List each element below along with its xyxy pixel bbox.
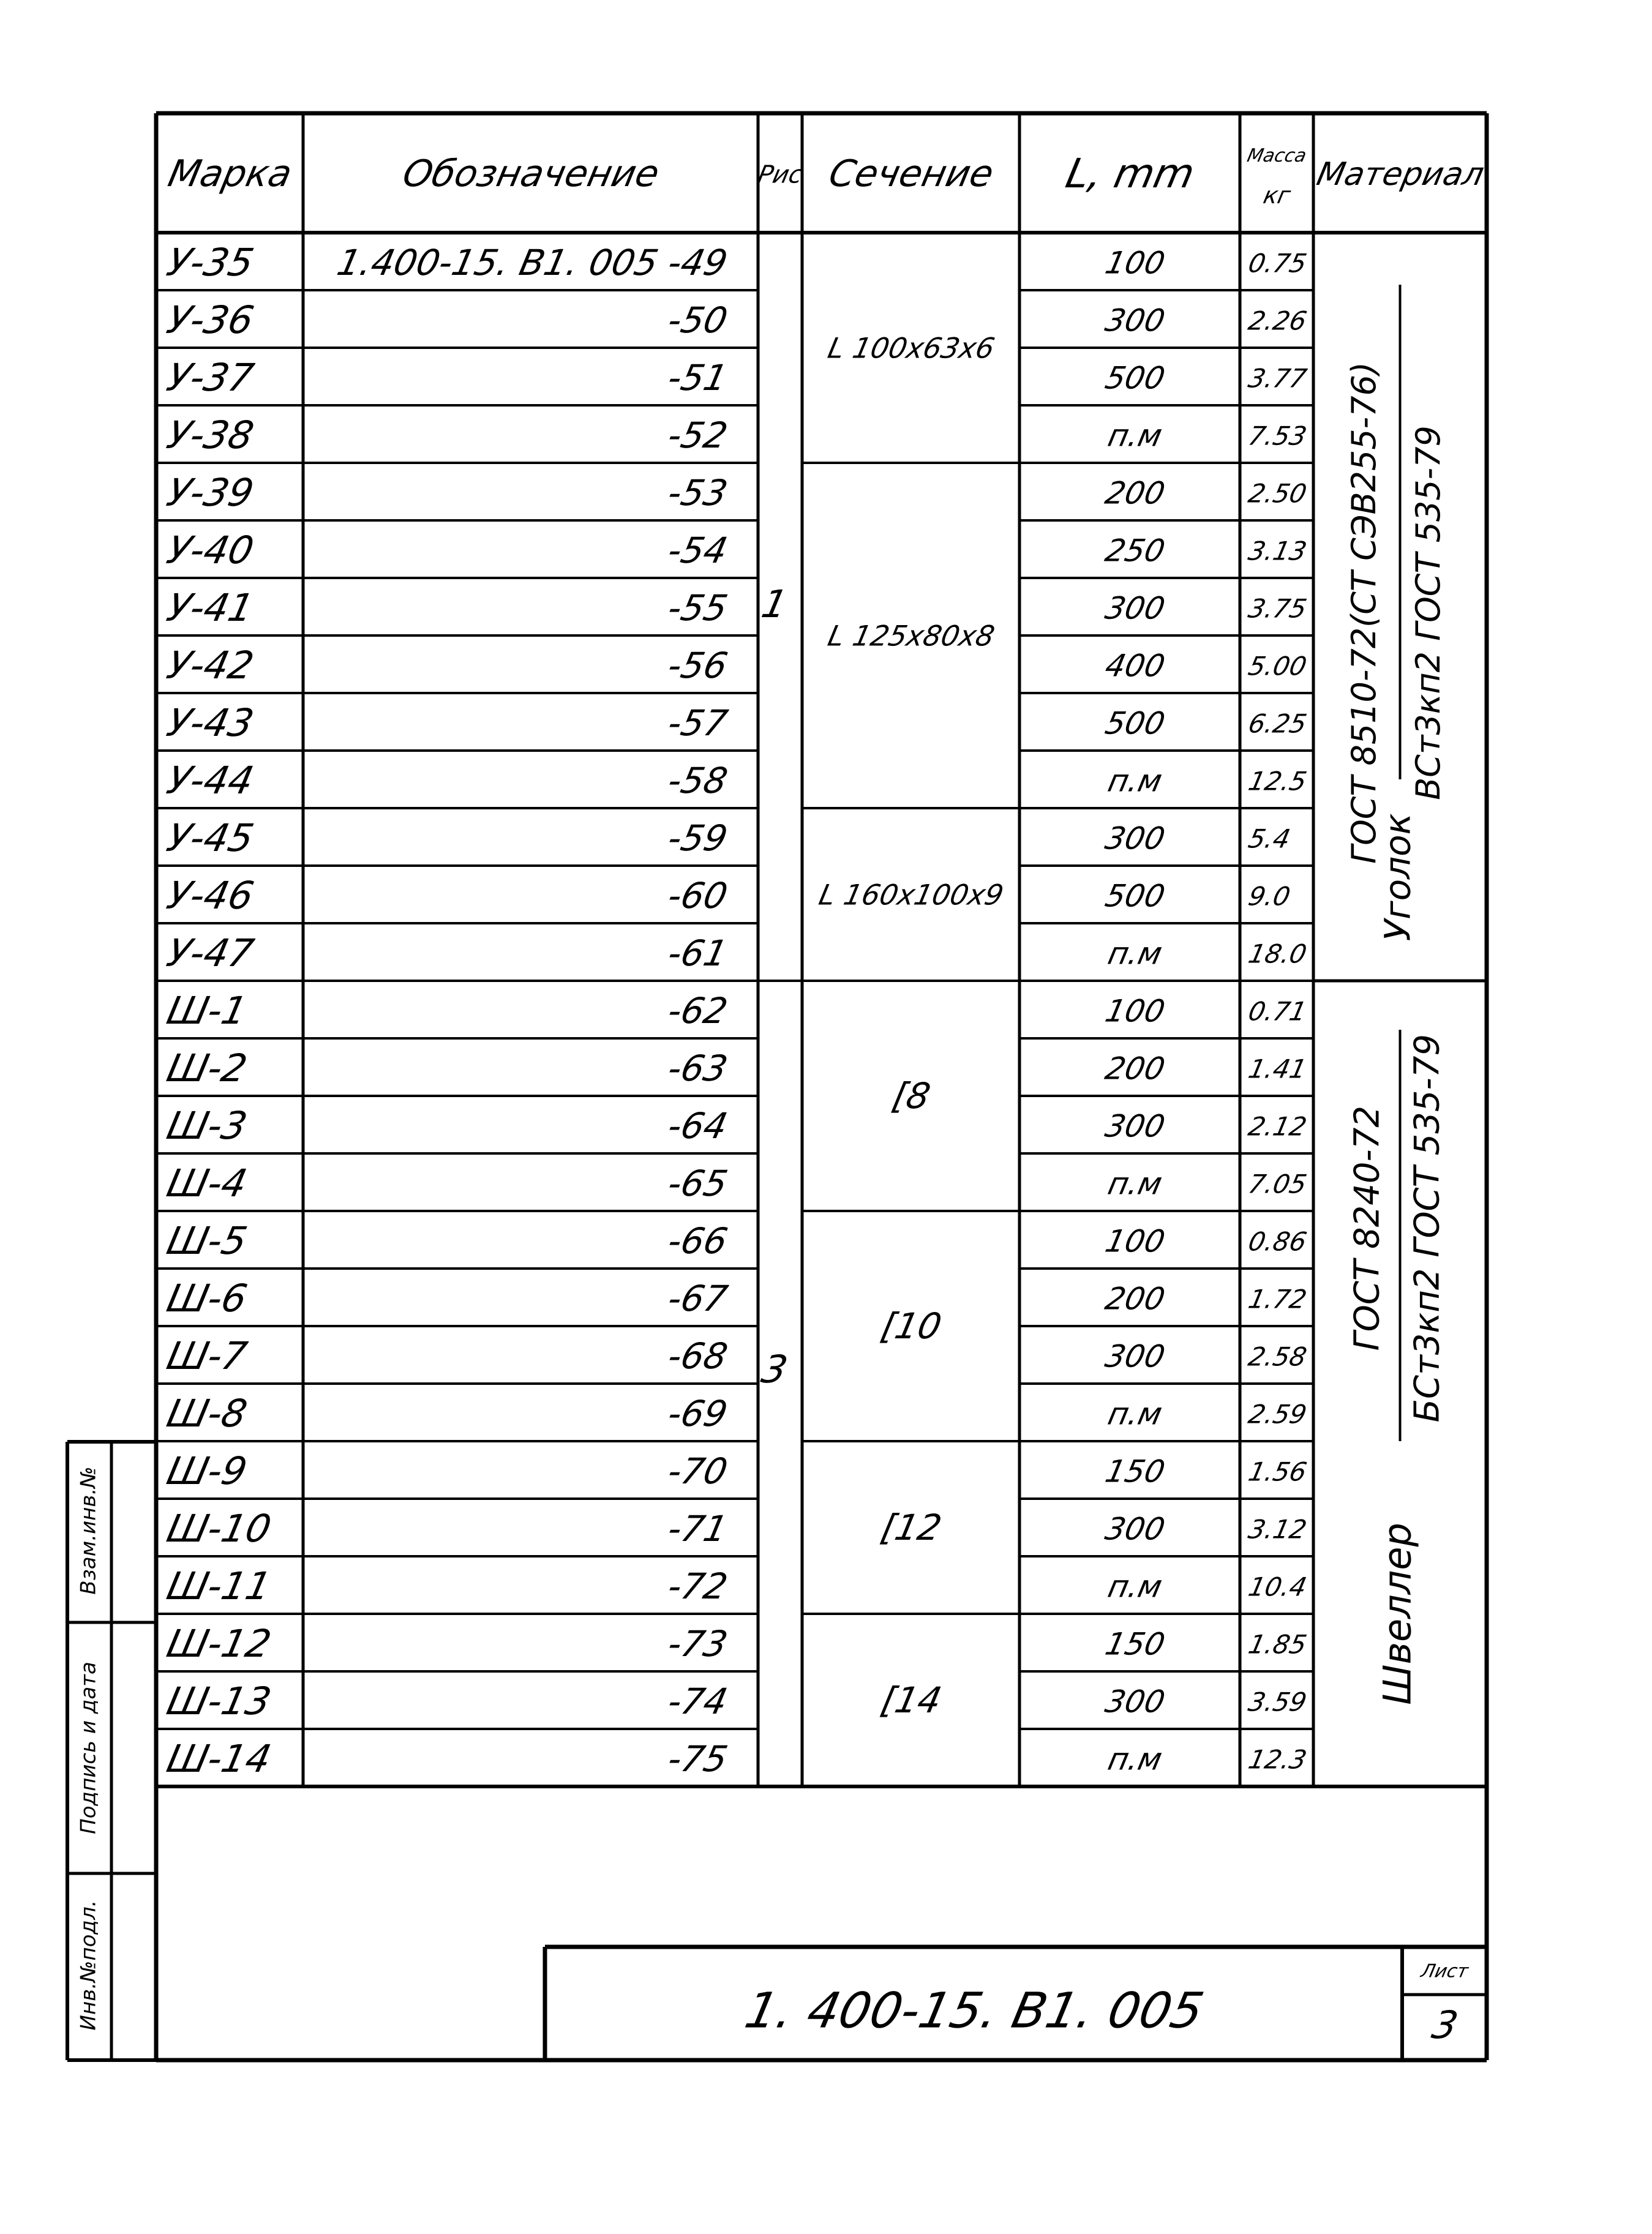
figure-number: 3 <box>757 1347 792 1392</box>
row-mass: 5.4 <box>1245 824 1293 855</box>
row-designation: -74 <box>664 1681 731 1722</box>
row-mass: 7.53 <box>1245 421 1310 452</box>
row-mark: У-35 <box>163 240 258 285</box>
row-designation: -52 <box>664 414 731 456</box>
material-standard: ГОСТ 8240-72 <box>1347 1106 1387 1351</box>
row-length: 100 <box>1102 1223 1168 1259</box>
row-mark: У-38 <box>163 413 258 457</box>
row-length: 300 <box>1102 1338 1168 1374</box>
row-mass: 7.05 <box>1245 1169 1310 1200</box>
row-designation: -61 <box>664 932 731 974</box>
material-name: Уголок <box>1376 813 1419 942</box>
row-designation: -69 <box>664 1393 731 1434</box>
row-designation: -62 <box>664 990 731 1032</box>
row-designation: -56 <box>664 645 731 686</box>
row-mass: 2.50 <box>1245 479 1310 509</box>
row-mass: 0.86 <box>1245 1227 1310 1258</box>
section-label: L 160х100х9 <box>816 878 1007 912</box>
figure-number: 1 <box>757 582 792 626</box>
row-length: 250 <box>1102 532 1168 569</box>
row-mass: 2.58 <box>1245 1342 1310 1373</box>
sheet-label: Лист <box>1419 1960 1470 1982</box>
row-designation: -67 <box>664 1278 731 1319</box>
row-mass: 6.25 <box>1245 709 1310 740</box>
header-designation: Обозначение <box>399 152 663 195</box>
header-material: Материал <box>1313 156 1487 193</box>
row-length: п.м <box>1105 935 1166 972</box>
section-label: [10 <box>877 1305 945 1347</box>
row-designation: -71 <box>664 1508 731 1550</box>
row-mark: Ш-6 <box>163 1276 251 1321</box>
row-mark: У-40 <box>163 528 258 572</box>
row-designation: -73 <box>664 1623 731 1665</box>
row-mass: 0.75 <box>1245 249 1310 279</box>
row-mass: 2.26 <box>1245 306 1310 337</box>
row-length: 100 <box>1102 992 1168 1029</box>
material-grade: ВСт3кп2 ГОСТ 535-79 <box>1409 425 1448 800</box>
row-designation: -53 <box>664 472 731 514</box>
row-mass: 1.85 <box>1245 1630 1310 1660</box>
row-length: п.м <box>1105 1395 1166 1432</box>
row-designation: -57 <box>664 702 731 744</box>
row-mass: 10.4 <box>1245 1572 1310 1603</box>
header-mass: Масса <box>1245 145 1308 167</box>
sheet-number: 3 <box>1428 2003 1462 2047</box>
header-mark: Марка <box>164 152 296 195</box>
row-designation: -75 <box>664 1738 731 1780</box>
section-label: [8 <box>888 1075 934 1117</box>
row-mark: Ш-11 <box>163 1564 276 1608</box>
header-section: Сечение <box>825 152 997 195</box>
row-mark: У-39 <box>163 470 258 515</box>
row-length: п.м <box>1105 762 1166 799</box>
row-mass: 1.72 <box>1245 1284 1310 1315</box>
row-length: п.м <box>1105 417 1166 454</box>
row-length: 200 <box>1102 1280 1168 1317</box>
row-length: 300 <box>1102 1108 1168 1144</box>
row-length: 400 <box>1102 647 1168 684</box>
row-mass: 3.75 <box>1245 594 1310 624</box>
row-designation: -58 <box>664 760 731 801</box>
material-standard: ГОСТ 8510-72(СТ СЭВ255-76) <box>1345 362 1384 864</box>
row-mass: 9.0 <box>1245 882 1293 912</box>
row-mass: 2.59 <box>1245 1400 1310 1430</box>
row-designation: -72 <box>664 1565 731 1607</box>
row-length: 300 <box>1102 302 1168 339</box>
row-mass: 1.41 <box>1245 1054 1310 1085</box>
row-designation: -50 <box>664 299 731 341</box>
row-length: 500 <box>1102 705 1168 741</box>
row-length: 300 <box>1102 1683 1168 1720</box>
stamp-signature: Подпись и дата <box>76 1662 101 1834</box>
row-mass: 2.12 <box>1245 1112 1310 1142</box>
row-length: 200 <box>1102 1050 1168 1087</box>
row-length: 200 <box>1102 474 1168 511</box>
row-designation: -70 <box>664 1450 731 1492</box>
row-mark: У-47 <box>163 931 258 975</box>
header-figure: Рис <box>755 159 806 189</box>
header-mass-unit: кг <box>1261 182 1293 209</box>
row-mass: 1.56 <box>1245 1457 1310 1488</box>
row-designation: -63 <box>664 1048 731 1089</box>
row-mark: У-36 <box>163 298 258 342</box>
row-mark: Ш-8 <box>163 1391 251 1436</box>
row-length: 150 <box>1102 1453 1168 1490</box>
row-length: 150 <box>1102 1625 1168 1662</box>
row-length: 300 <box>1102 590 1168 626</box>
row-mark: Ш-4 <box>163 1161 251 1205</box>
row-designation: -51 <box>664 357 731 399</box>
row-mark: У-46 <box>163 873 258 918</box>
row-length: п.м <box>1105 1568 1166 1605</box>
row-mass: 0.71 <box>1245 997 1310 1027</box>
row-designation: -66 <box>664 1220 731 1262</box>
row-mark: У-43 <box>163 700 258 745</box>
row-length: п.м <box>1105 1165 1166 1202</box>
stamp-vzam: Взам.инв.№ <box>76 1466 101 1595</box>
row-designation: -60 <box>664 875 731 916</box>
section-label: [12 <box>877 1507 945 1548</box>
header-length: L, mm <box>1062 149 1199 197</box>
row-mass: 5.00 <box>1245 651 1310 682</box>
material-grade: БСт3кп2 ГОСТ 535-79 <box>1407 1034 1447 1423</box>
row-length: 500 <box>1102 359 1168 396</box>
row-mark: Ш-12 <box>163 1621 276 1666</box>
row-mass: 3.59 <box>1245 1687 1310 1718</box>
row-designation: -68 <box>664 1335 731 1377</box>
row-designation: -54 <box>664 530 731 571</box>
row-mass: 12.3 <box>1245 1745 1310 1775</box>
row-mark: Ш-5 <box>163 1218 251 1263</box>
row-mark: Ш-2 <box>163 1046 251 1090</box>
material-name: Швеллер <box>1375 1523 1420 1705</box>
row-mark: Ш-1 <box>163 988 251 1033</box>
row-mark: Ш-14 <box>163 1736 276 1781</box>
row-mark: Ш-7 <box>163 1333 251 1378</box>
row-designation: 1.400-15. В1. 005 -49 <box>333 242 731 283</box>
drawing-code: 1. 400-15. В1. 005 <box>740 1982 1209 2040</box>
row-length: 300 <box>1102 1510 1168 1547</box>
row-length: 100 <box>1102 244 1168 281</box>
row-mass: 12.5 <box>1245 767 1310 797</box>
row-mark: У-41 <box>163 585 258 630</box>
row-mark: Ш-3 <box>163 1103 251 1148</box>
row-designation: -59 <box>664 817 731 859</box>
row-mark: Ш-9 <box>163 1449 251 1493</box>
row-length: 500 <box>1102 877 1168 914</box>
row-mark: У-45 <box>163 815 258 860</box>
row-mass: 3.77 <box>1245 364 1310 394</box>
row-mark: Ш-13 <box>163 1679 276 1723</box>
row-mark: У-37 <box>163 355 258 400</box>
row-designation: -64 <box>664 1105 731 1147</box>
section-label: L 125х80х8 <box>825 619 998 653</box>
row-mass: 3.12 <box>1245 1515 1310 1545</box>
row-length: п.м <box>1105 1741 1166 1777</box>
row-mass: 3.13 <box>1245 536 1310 567</box>
row-mark: У-44 <box>163 758 258 803</box>
stamp-inv-podl: Инв.№подл. <box>76 1900 101 2031</box>
row-length: 300 <box>1102 820 1168 856</box>
section-label: [14 <box>877 1679 945 1721</box>
row-designation: -65 <box>664 1163 731 1204</box>
row-mass: 18.0 <box>1245 939 1310 970</box>
row-mark: У-42 <box>163 643 258 688</box>
row-mark: Ш-10 <box>163 1506 276 1551</box>
row-designation: -55 <box>664 587 731 629</box>
section-label: L 100х63х6 <box>825 331 998 365</box>
